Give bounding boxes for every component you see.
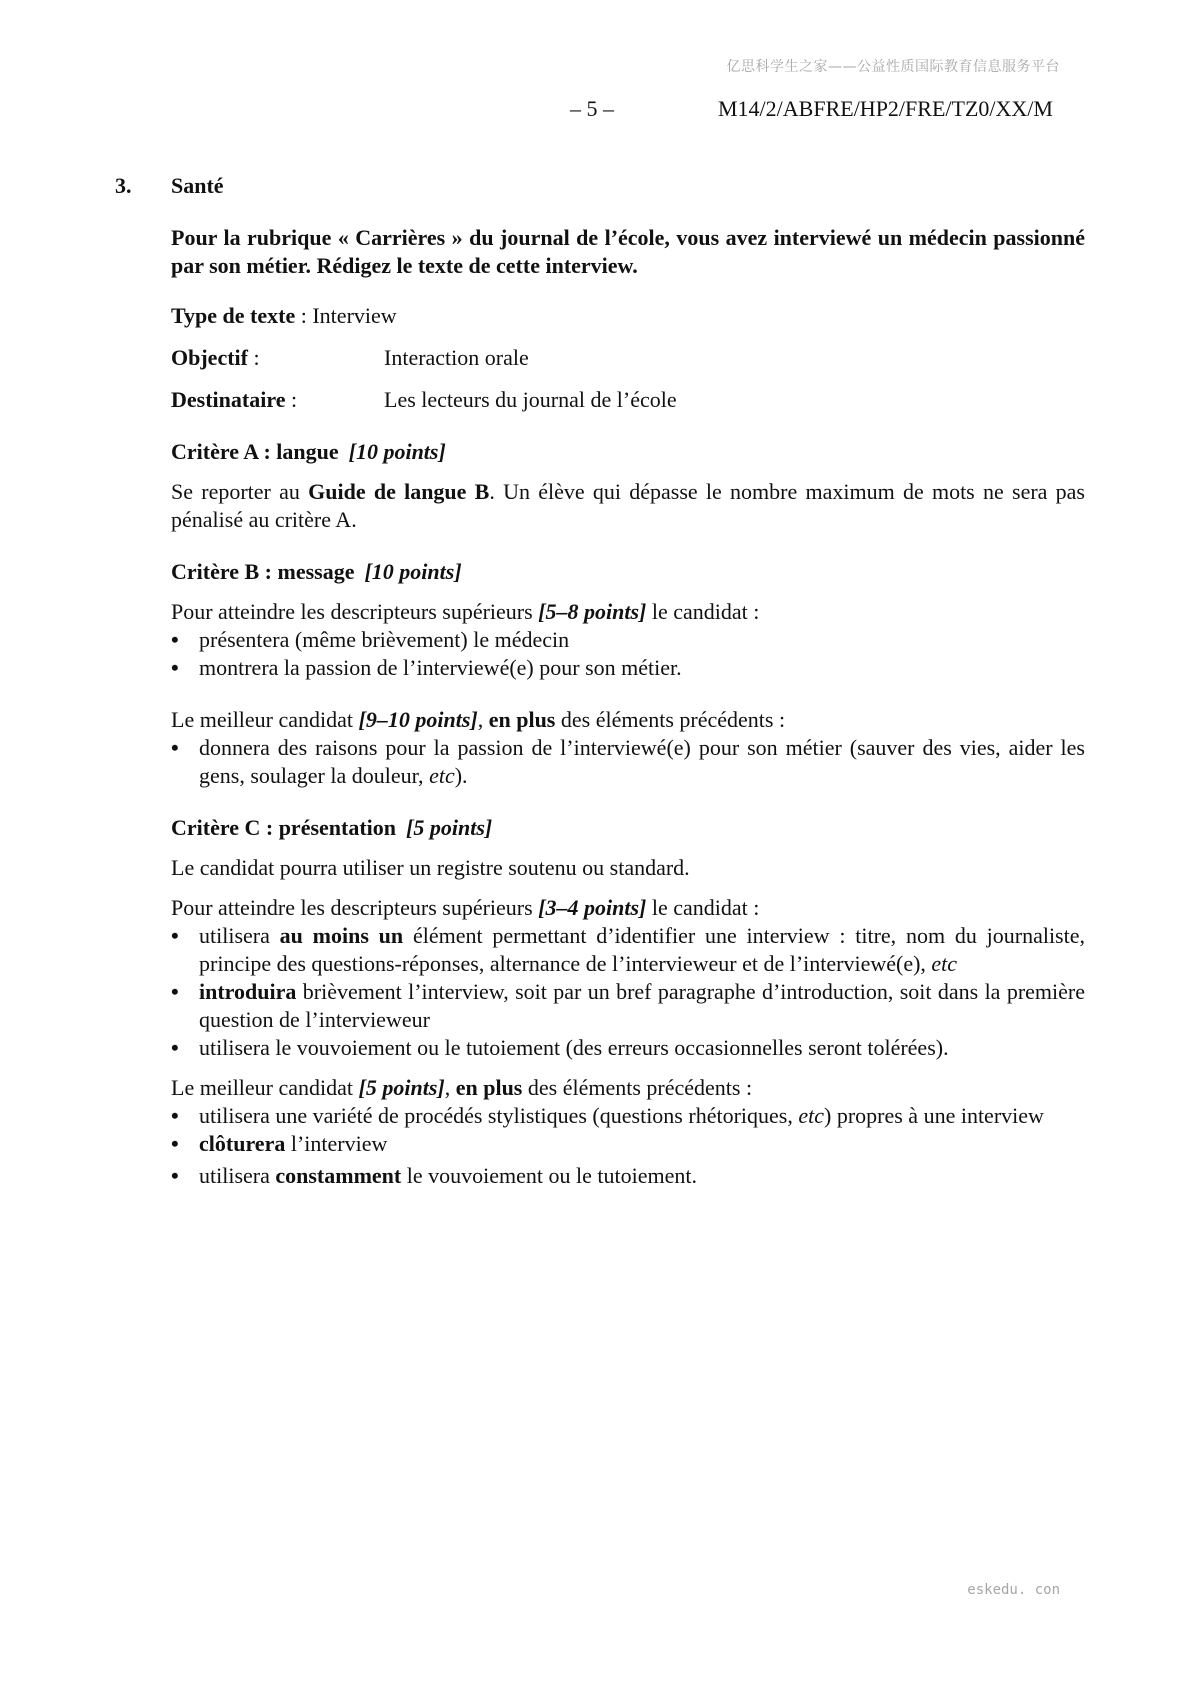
list-item-text: élément permettant d’identifier une interview : titre, nom du journaliste, principe des questions-réponses, alternance de l’intervieweur et de l’interviewé(e), bbox=[199, 923, 1085, 976]
list-item-emphasis: constamment bbox=[275, 1163, 402, 1188]
bullet-icon: • bbox=[171, 979, 179, 1004]
list-item bbox=[171, 1162, 1085, 1190]
list-item-etc: etc bbox=[931, 951, 958, 976]
criterion-a-heading bbox=[171, 438, 1085, 466]
question-heading bbox=[115, 172, 1085, 202]
question-prompt: Pour la rubrique « Carrières » du journal de l’école, vous avez interviewé un médecin passionné par son métier. Rédigez le texte de cette interview. bbox=[171, 225, 1085, 278]
objective-label: Objectif bbox=[171, 345, 248, 370]
audience-value: Les lecteurs du journal de l’école bbox=[384, 387, 677, 412]
question-title: Santé bbox=[171, 173, 224, 198]
bullet-icon: • bbox=[171, 627, 179, 652]
text-type-label: Type de texte bbox=[171, 303, 296, 328]
criterion-a-text-part: Se reporter au bbox=[171, 479, 309, 504]
criterion-c-intro-text: Pour atteindre les descripteurs supérieurs bbox=[171, 895, 539, 920]
criterion-c-best bbox=[171, 1074, 1085, 1102]
criterion-c-best-emphasis: en plus bbox=[455, 1075, 523, 1100]
text-type-row bbox=[171, 302, 1085, 330]
objective-separator: : bbox=[247, 345, 260, 370]
objective-row bbox=[171, 344, 1085, 372]
criterion-c-intro-points: [3–4 points] bbox=[538, 895, 647, 920]
criterion-b-points: [10 points] bbox=[364, 559, 462, 584]
criterion-b-intro-text: le candidat : bbox=[646, 599, 760, 624]
list-item-text: le vouvoiement ou le tutoiement. bbox=[401, 1163, 697, 1188]
list-item-emphasis: au moins un bbox=[279, 923, 404, 948]
criterion-b-intro-text: Pour atteindre les descripteurs supérieurs bbox=[171, 599, 539, 624]
list-item-text: utilisera bbox=[199, 923, 280, 948]
list-item-emphasis: clôturera bbox=[199, 1131, 286, 1156]
list-item-text: utilisera le vouvoiement ou le tutoiement (des erreurs occasionnelles seront tolérées). bbox=[199, 1035, 949, 1060]
criterion-c-register: Le candidat pourra utiliser un registre soutenu ou standard. bbox=[171, 855, 690, 880]
text-type-separator: : bbox=[295, 303, 313, 328]
question-number: 3. bbox=[115, 173, 132, 198]
watermark-top: 亿思科学生之家——公益性质国际教育信息服务平台 bbox=[726, 59, 1060, 75]
bullet-icon: • bbox=[171, 655, 179, 680]
list-item-text: donnera des raisons pour la passion de l’interviewé(e) pour son métier (sauver des vies, aider les gens, soulager la douleur, bbox=[199, 735, 1085, 788]
criterion-c-best-text: des éléments précédents : bbox=[522, 1075, 753, 1100]
bullet-icon: • bbox=[171, 1103, 179, 1128]
bullet-icon: • bbox=[171, 1035, 179, 1060]
bullet-icon: • bbox=[171, 1131, 179, 1156]
bullet-icon: • bbox=[171, 735, 179, 760]
audience-separator: : bbox=[285, 387, 298, 412]
list-item-text: ) propres à une interview bbox=[824, 1103, 1044, 1128]
criterion-b-best-text: , bbox=[477, 707, 489, 732]
criterion-c-intro bbox=[171, 894, 1085, 922]
bullet-icon: • bbox=[171, 1163, 179, 1188]
objective-value: Interaction orale bbox=[384, 345, 529, 370]
criterion-b-best-text: des éléments précédents : bbox=[555, 707, 786, 732]
criterion-c-bullets bbox=[171, 922, 1085, 1062]
criterion-a-text bbox=[171, 478, 1085, 534]
audience-label: Destinataire bbox=[171, 387, 286, 412]
audience-row bbox=[171, 386, 1085, 414]
list-item-text: présentera (même brièvement) le médecin bbox=[199, 627, 570, 652]
list-item-etc: etc bbox=[429, 763, 455, 788]
list-item bbox=[171, 1034, 1085, 1062]
page-number: – 5 – bbox=[570, 96, 614, 121]
list-item-emphasis: introduira bbox=[199, 979, 297, 1004]
list-item bbox=[171, 734, 1085, 790]
language-guide-ref: Guide de langue B bbox=[308, 479, 490, 504]
list-item-text: utilisera bbox=[199, 1163, 276, 1188]
criterion-b-best-points: [9–10 points] bbox=[358, 707, 478, 732]
criterion-c-intro-text: le candidat : bbox=[646, 895, 760, 920]
criterion-b-intro bbox=[171, 598, 1085, 626]
list-item bbox=[171, 922, 1085, 978]
criterion-b-best-emphasis: en plus bbox=[488, 707, 556, 732]
list-item bbox=[171, 978, 1085, 1034]
list-item-text: ). bbox=[454, 763, 468, 788]
bullet-icon: • bbox=[171, 923, 179, 948]
list-item-text: l’interview bbox=[285, 1131, 388, 1156]
criterion-a-points: [10 points] bbox=[348, 439, 446, 464]
text-type-value: Interview bbox=[312, 303, 397, 328]
criterion-b-best-bullets bbox=[171, 734, 1085, 790]
task-metadata bbox=[171, 302, 1085, 414]
criterion-c-best-text: Le meilleur candidat bbox=[171, 1075, 359, 1100]
question-content bbox=[171, 224, 1085, 1190]
criterion-b-best-text: Le meilleur candidat bbox=[171, 707, 359, 732]
criterion-c-best-points: [5 points] bbox=[358, 1075, 445, 1100]
criterion-c-heading bbox=[171, 814, 1085, 842]
list-item bbox=[171, 1102, 1085, 1130]
criterion-c-points: [5 points] bbox=[406, 815, 493, 840]
criterion-a-title: Critère A : langue bbox=[171, 439, 339, 464]
document-body bbox=[115, 172, 1085, 1190]
list-item bbox=[171, 1130, 1085, 1158]
watermark-bottom: eskedu. con bbox=[967, 1582, 1060, 1598]
document-code: M14/2/ABFRE/HP2/FRE/TZ0/XX/M bbox=[718, 96, 1053, 121]
list-item bbox=[171, 626, 1085, 654]
list-item-text: utilisera une variété de procédés stylistiques (questions rhétoriques, bbox=[199, 1103, 799, 1128]
criterion-b-bullets bbox=[171, 626, 1085, 682]
criterion-b-intro-points: [5–8 points] bbox=[538, 599, 647, 624]
list-item bbox=[171, 654, 1085, 682]
criterion-c-best-bullets bbox=[171, 1102, 1085, 1190]
list-item-text: montrera la passion de l’interviewé(e) pour son métier. bbox=[199, 655, 682, 680]
list-item-etc: etc bbox=[798, 1103, 824, 1128]
criterion-b-heading bbox=[171, 558, 1085, 586]
criterion-c-title: Critère C : présentation bbox=[171, 815, 397, 840]
criterion-b-best bbox=[171, 706, 1085, 734]
criterion-a-text-part: . Un élève qui dépasse le nombre maximum de mots ne sera pas pénalisé au critère A. bbox=[171, 479, 1085, 532]
criterion-c-best-text: , bbox=[444, 1075, 456, 1100]
list-item-text: brièvement l’interview, soit par un bref paragraphe d’introduction, soit dans la première question de l’intervieweur bbox=[199, 979, 1085, 1032]
criterion-b-title: Critère B : message bbox=[171, 559, 355, 584]
